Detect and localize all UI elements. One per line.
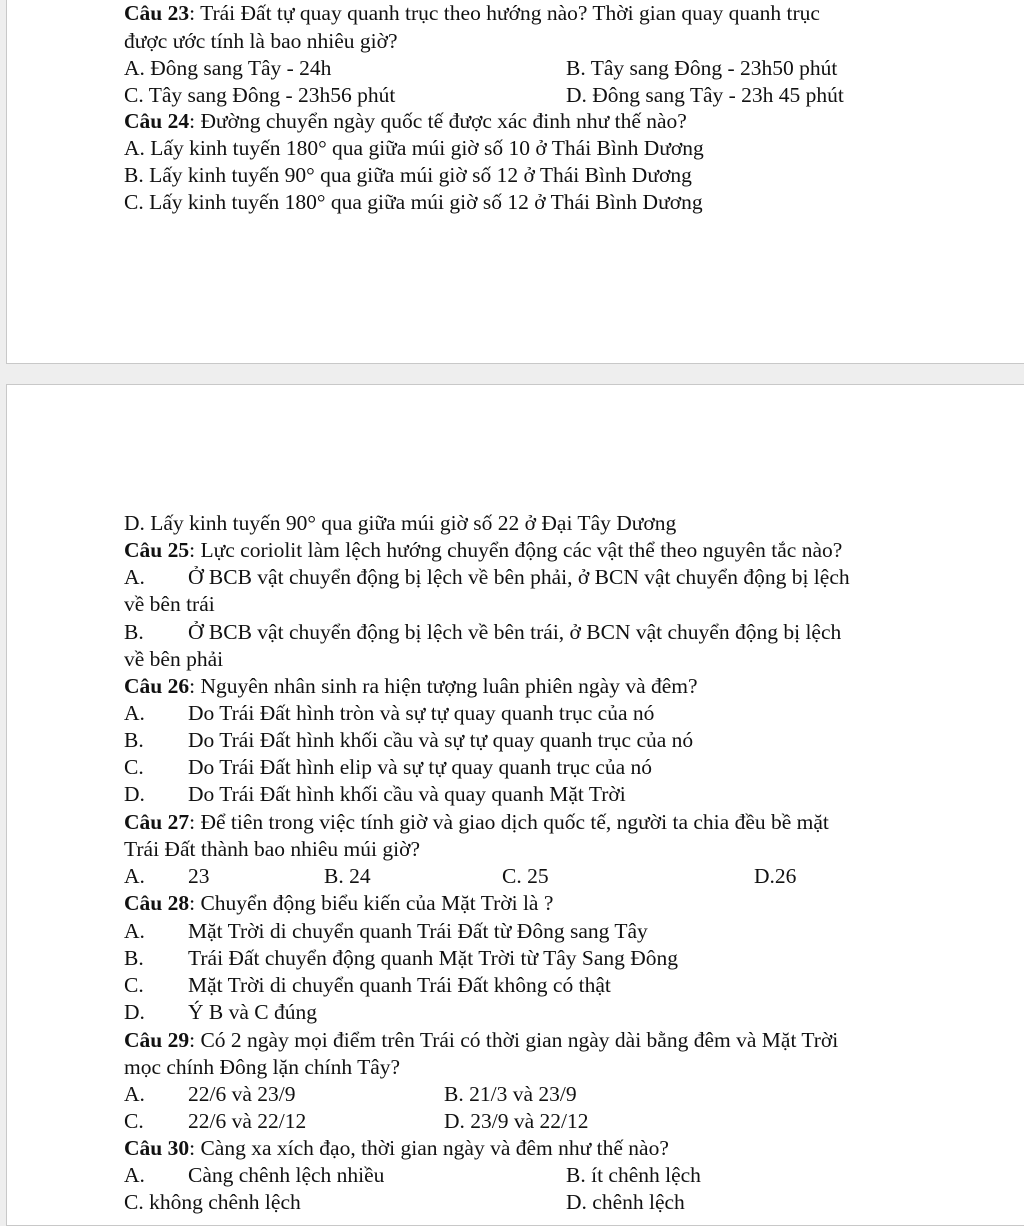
question-number: Câu 29: [124, 1028, 190, 1052]
question-text-cont: được ước tính là bao nhiêu giờ?: [124, 29, 398, 53]
option-d: D. Do Trái Đất hình khối cầu và quay quanh Mặt Trời: [124, 782, 626, 806]
question-number: Câu 23: [124, 1, 190, 25]
option-a: A. Do Trái Đất hình tròn và sự tự quay quanh trục của nó: [124, 701, 655, 725]
question-text: Câu 25: Lực coriolit làm lệch hướng chuyển động các vật thể theo nguyên tắc nào?: [124, 538, 843, 562]
option-a-cont: về bên trái: [124, 592, 215, 616]
option-a: A. Lấy kinh tuyến 180° qua giữa múi giờ số 10 ở Thái Bình Dương: [124, 136, 704, 160]
option-b: B. Ở BCB vật chuyển động bị lệch về bên trái, ở BCN vật chuyển động bị lệch: [124, 620, 842, 644]
question-number: Câu 28: [124, 891, 190, 915]
option-c: C. Tây sang Đông - 23h56 phút: [124, 83, 396, 107]
question-text: Câu 30: Càng xa xích đạo, thời gian ngày và đêm như thế nào?: [124, 1136, 669, 1160]
options-row: C. 22/6 và 22/12 D. 23/9 và 22/12: [124, 1109, 589, 1133]
question-number: Câu 26: [124, 674, 190, 698]
option-c: 22/6 và 22/12: [188, 1109, 307, 1133]
option-c: C. không chênh lệch: [124, 1190, 301, 1214]
option-a: A. Mặt Trời di chuyển quanh Trái Đất từ Đông sang Tây: [124, 919, 648, 943]
option-d: D. Ý B và C đúng: [124, 1000, 317, 1024]
options-row: A. Càng chênh lệch nhiều B. ít chênh lệch: [124, 1163, 701, 1187]
options-row: [124, 82, 984, 109]
options-row: A. 22/6 và 23/9 B. 21/3 và 23/9: [124, 1082, 577, 1106]
option-d: D. Đông sang Tây - 23h 45 phút: [566, 83, 844, 107]
option-a: Càng chênh lệch nhiều: [188, 1163, 385, 1187]
question-text: Câu 24: Đường chuyển ngày quốc tế được xác đinh như thế nào?: [124, 109, 687, 133]
option-b: B. ít chênh lệch: [566, 1163, 701, 1187]
option-c: C. 25: [502, 864, 549, 888]
option-b: B. Do Trái Đất hình khối cầu và sự tự quay quanh trục của nó: [124, 728, 694, 752]
option-b: B. Trái Đất chuyển động quanh Mặt Trời từ Tây Sang Đông: [124, 946, 679, 970]
question-number: Câu 24: [124, 109, 190, 133]
question-number: Câu 27: [124, 810, 190, 834]
option-a: A. Đông sang Tây - 24h: [124, 56, 332, 80]
option-b: B. 21/3 và 23/9: [444, 1082, 577, 1106]
question-24-option-d: D. Lấy kinh tuyến 90° qua giữa múi giờ số 22 ở Đại Tây Dương: [124, 511, 677, 535]
options-row: A. 23 B. 24 C. 25 D.26: [124, 864, 797, 888]
question-text: Câu 27: Để tiên trong việc tính giờ và giao dịch quốc tế, người ta chia đều bề mặt: [124, 810, 829, 834]
option-a: A. Ở BCB vật chuyển động bị lệch về bên phải, ở BCN vật chuyển động bị lệch: [124, 565, 850, 589]
option-d: D. chênh lệch: [566, 1190, 685, 1214]
question-text-cont: mọc chính Đông lặn chính Tây?: [124, 1055, 401, 1079]
option-b-cont: về bên phải: [124, 647, 224, 671]
option-c: C. Do Trái Đất hình elip và sự tự quay quanh trục của nó: [124, 755, 652, 779]
option-b: B. Tây sang Đông - 23h50 phút: [566, 56, 838, 80]
option-a: 23: [188, 864, 210, 888]
question-text: Câu 26: Nguyên nhân sinh ra hiện tượng luân phiên ngày và đêm?: [124, 674, 698, 698]
question-number: Câu 25: [124, 538, 190, 562]
option-b: B. 24: [324, 864, 371, 888]
option-a: 22/6 và 23/9: [188, 1082, 296, 1106]
question-text-cont: Trái Đất thành bao nhiêu múi giờ?: [124, 837, 421, 861]
option-b: B. Lấy kinh tuyến 90° qua giữa múi giờ số 12 ở Thái Bình Dương: [124, 163, 692, 187]
option-c: C. Lấy kinh tuyến 180° qua giữa múi giờ số 12 ở Thái Bình Dương: [124, 190, 703, 214]
option-c: C. Mặt Trời di chuyển quanh Trái Đất không có thật: [124, 973, 611, 997]
question-number: Câu 30: [124, 1136, 190, 1160]
options-row: [124, 55, 984, 82]
option-d: D.26: [754, 864, 797, 888]
options-row: [124, 1189, 984, 1216]
question-text: Câu 28: Chuyển động biểu kiến của Mặt Trời là ?: [124, 891, 554, 915]
option-d: D. 23/9 và 22/12: [444, 1109, 589, 1133]
question-text: Câu 29: Có 2 ngày mọi điểm trên Trái có thời gian ngày dài bằng đêm và Mặt Trời: [124, 1028, 839, 1052]
question-text: Câu 23: Trái Đất tự quay quanh trục theo hướng nào? Thời gian quay quanh trục: [124, 1, 820, 25]
